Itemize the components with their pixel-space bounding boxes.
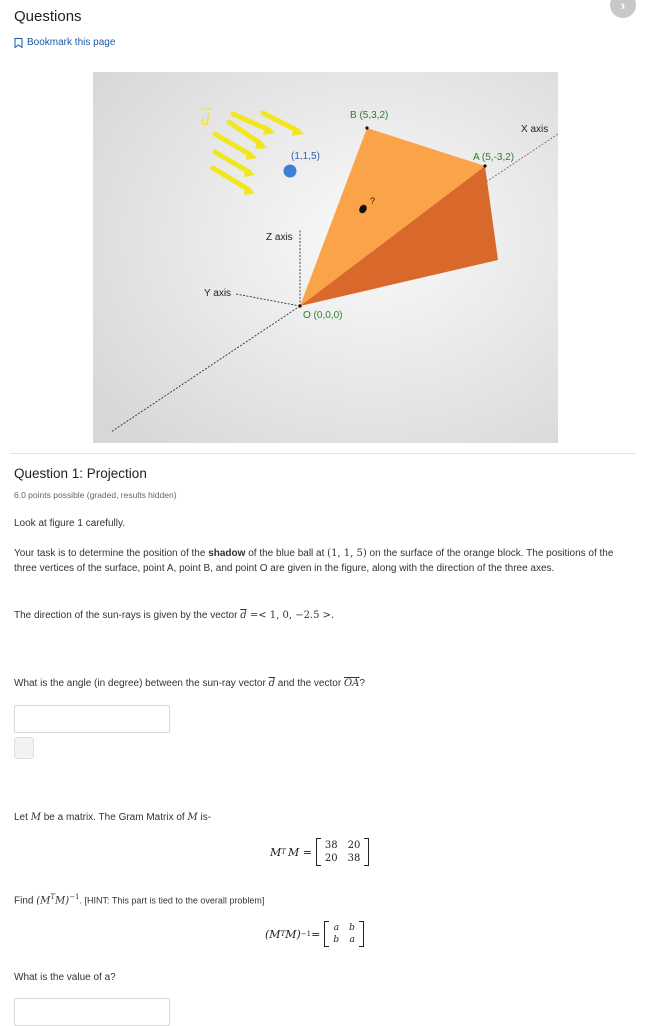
task-coord: (1, 1, 5) [327, 548, 367, 559]
section-divider [10, 453, 636, 454]
gram-mid: be a matrix. The Gram Matrix of [40, 812, 188, 823]
task-pre: Your task is to determine the position of the [14, 548, 209, 559]
bookmark-icon [14, 38, 23, 48]
question-title: Question 1: Projection [14, 466, 147, 481]
find-sup: T [50, 893, 56, 901]
matrix-cell: b [349, 923, 355, 933]
find-sup2: −1 [69, 893, 80, 901]
find-pre: Find [14, 895, 37, 907]
direction-text [14, 608, 334, 623]
vector-d-label: d [201, 110, 210, 129]
mtm-sup: T [281, 848, 286, 856]
angle-pre: What is the angle (in degree) between the sun-ray vector [14, 678, 269, 689]
mtm-lhs: M [270, 845, 282, 859]
intro-text: Look at figure 1 carefully. [14, 518, 125, 529]
task-mid: of the blue ball at [245, 548, 328, 559]
find-text [14, 890, 264, 908]
z-axis-label: Z axis [266, 232, 293, 243]
find-post: . [HINT: This part is tied to the overall problem] [79, 895, 265, 906]
angle-question [14, 676, 365, 691]
matrix-cell: 38 [324, 840, 338, 851]
task-text [14, 546, 632, 576]
point-b-label: B (5,3,2) [350, 110, 389, 121]
direction-val: =< 1, 0, −2.5 >. [246, 610, 335, 621]
point-o-label: O (0,0,0) [303, 310, 343, 321]
value-question: What is the value of a? [14, 972, 116, 983]
blue-ball [284, 165, 297, 178]
inverse-matrix [324, 921, 364, 947]
gram-post: is- [197, 812, 212, 823]
check-button[interactable] [14, 737, 34, 759]
matrix-cell: a [349, 935, 355, 945]
angle-post: ? [359, 678, 365, 689]
matrix-cell: b [333, 935, 340, 945]
matrix-cell: 20 [347, 840, 361, 851]
inv-lhs: (M [265, 927, 281, 941]
chevron-right-icon: › [620, 0, 626, 13]
find-expr: (M [36, 895, 51, 907]
x-axis-label: X axis [521, 124, 549, 135]
next-button[interactable] [610, 0, 636, 18]
gram-text [14, 810, 211, 825]
inv-sup2: −1 [300, 930, 312, 938]
find-expr2: M) [55, 895, 70, 907]
matrix-cell: a [333, 923, 340, 933]
gram-matrix-equation [270, 838, 369, 866]
point-a-label: A (5,-3,2) [473, 152, 515, 163]
direction-vec: $\overline{d}$ [240, 610, 247, 621]
inverse-matrix-equation [265, 921, 364, 947]
matrix-cell: 38 [347, 853, 361, 864]
projection-figure [93, 72, 558, 443]
inv-sup: T [280, 930, 286, 938]
angle-oa: $\overline{OA}$ [343, 678, 360, 689]
bookmark-link[interactable] [14, 37, 115, 48]
unknown-label: ? [370, 196, 376, 206]
gram-pre: Let [14, 812, 31, 823]
bookmark-label: Bookmark this page [27, 37, 116, 48]
angle-mid: and the vector [275, 678, 344, 689]
task-bold: shadow [208, 548, 246, 559]
vertex-o [298, 304, 301, 307]
task-post: on the surface of the orange block. The positions of the three vertices of the surface, point A, point B, and point O are given in the figure, along with the direction of the three axes. [14, 548, 614, 574]
angle-answer-input[interactable] [14, 705, 170, 733]
matrix-cell: 20 [324, 853, 338, 864]
inv-eq: = [311, 927, 321, 941]
page-title: Questions [14, 8, 82, 25]
value-answer-input[interactable] [14, 998, 170, 1026]
direction-pre: The direction of the sun-rays is given by the vector [14, 610, 241, 621]
ball-label: (1,1,5) [291, 151, 320, 162]
gram-m2: M [187, 812, 198, 823]
inv-lhs2: M) [285, 927, 301, 941]
mtm-m: M = [287, 845, 312, 859]
gram-m: M [30, 812, 41, 823]
y-axis-label: Y axis [204, 288, 232, 299]
gram-matrix [316, 838, 369, 866]
question-points: 6.0 points possible (graded, results hidden) [14, 490, 177, 500]
angle-d: $\overline{d}$ [268, 678, 275, 689]
vertex-a [483, 164, 486, 167]
vertex-b [365, 126, 368, 129]
